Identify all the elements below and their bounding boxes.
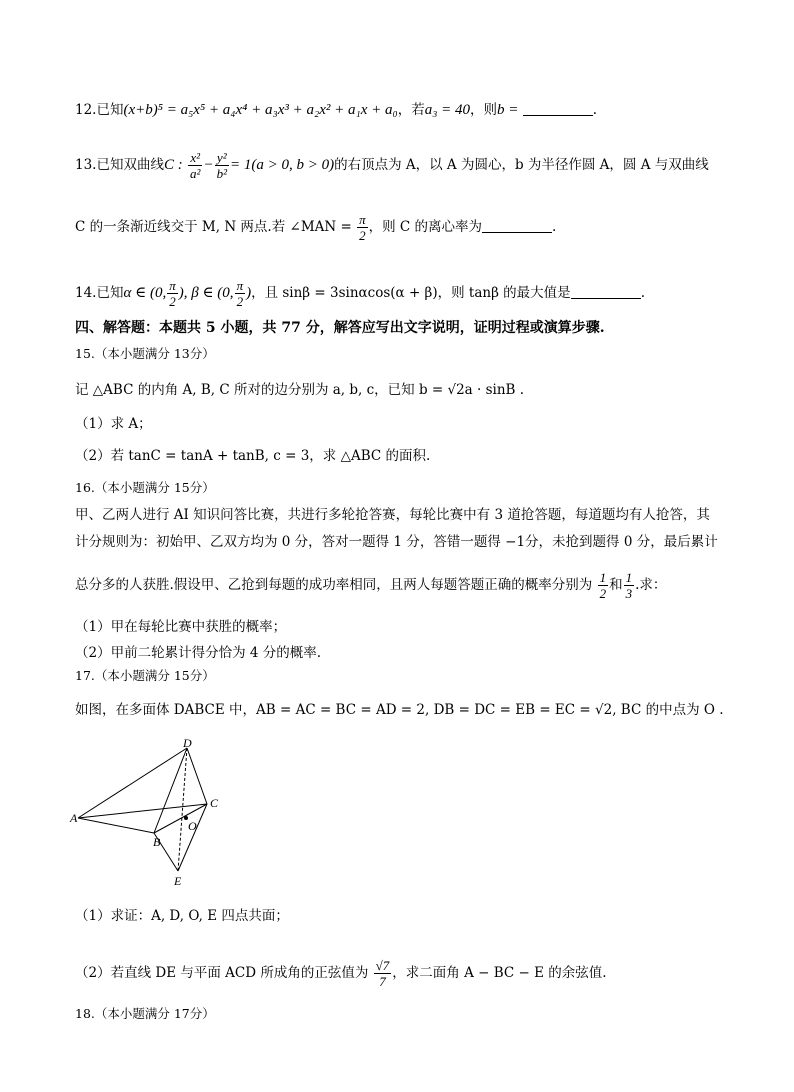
q16-part-2: （2）甲前二轮累计得分恰为 4 分的概率. (75, 645, 322, 661)
q14-line (75, 278, 645, 309)
q14-beta: ), β ∈ (0, (178, 285, 234, 301)
q16-frac-third: $\frac{1}{3}$ (625, 570, 633, 601)
q16-header: 16.（本小题满分 15分） (75, 480, 215, 495)
edge-BC (154, 804, 207, 833)
label-D: D (183, 738, 192, 750)
q15-stem: 记 △ABC 的内角 A, B, C 所对的边分别为 a, b, c，已知 b = √2a · sinB . (75, 382, 525, 398)
label-B: B (153, 835, 161, 849)
q12-condition: a₃ = 40 (424, 102, 471, 118)
q13-line-1 (75, 150, 709, 181)
q16-line3-a: 总分多的人获胜.假设甲、乙抢到每题的成功率相同，且两人每题答题正确的概率分别为 (75, 577, 593, 593)
q12-end: . (592, 102, 598, 118)
q18-header: 18.（本小题满分 17分） (75, 1006, 215, 1021)
q13-equation: = 1(a > 0, b > 0) (229, 157, 335, 173)
q16-part-1: （1）甲在每轮比赛中获胜的概率； (75, 619, 287, 635)
edge-DC (187, 748, 207, 804)
q17-sine-frac: $\frac{√7}{7}$ (375, 958, 390, 989)
q17-stem: 如图，在多面体 DABCE 中，AB = AC = BC = AD = 2, DB = DC = EB = EC = √2, BC 的中点为 O . (75, 702, 724, 718)
q16-line-2: 计分规则为：初始甲、乙双方均为 0 分，答对一题得 1 分，答错一题得 −1分，未抢到题得 0 分，最后累计 (75, 534, 718, 550)
q12-ask: ，则 (470, 102, 498, 118)
q13-minus: − (203, 157, 214, 173)
q12-expression: (x+b)⁵ = a₅x⁵ + a₄x⁴ + a₃x³ + a₂x² + a₁x + a₀ (123, 102, 398, 118)
q16-and: 和 (609, 577, 623, 593)
q12-variable: b = (497, 102, 519, 118)
q12-prefix: 12.已知 (75, 102, 124, 118)
q15-header: 15.（本小题满分 13分） (75, 346, 215, 361)
q15-part-1: （1）求 A； (75, 416, 152, 432)
q14-close: ) (246, 285, 252, 301)
q16-line-3 (75, 570, 666, 601)
q13-frac-x: $\frac{\text{x²}}{\text{a²}}$ (190, 150, 201, 181)
q16-line-1: 甲、乙两人进行 AI 知识问答比赛，共进行多轮抢答赛，每轮比赛中有 3 道抢答题，每道题均有人抢答，其 (75, 507, 710, 523)
q13-line-2 (75, 212, 556, 243)
edge-AB (78, 818, 154, 833)
q13-curve-label: C : (163, 157, 183, 173)
q14-end: . (640, 285, 645, 301)
q13-line2-b: ，则 C 的离心率为 (368, 219, 483, 235)
label-A: A (70, 811, 78, 825)
q12-mid: ，若 (397, 102, 425, 118)
q13-line2-a: C 的一条渐近线交于 M, N 两点.若 ∠MAN = (75, 219, 352, 235)
q14-prefix: 14.已知 (75, 285, 124, 301)
q17-part2-a: （2）若直线 DE 与平面 ACD 所成角的正弦值为 (75, 965, 369, 981)
q12-answer-blank[interactable] (523, 101, 593, 116)
label-E: E (174, 874, 182, 888)
q16-line3-b: .求： (635, 577, 667, 593)
q13-angle-frac: $\frac{\pi}{2}$ (359, 212, 366, 243)
label-C: C (210, 796, 219, 810)
q14-text: ，且 sinβ = 3sinαcos(α + β)，则 tanβ 的最大值是 (251, 285, 571, 301)
q13-frac-y: $\frac{\text{y²}}{\text{b²}}$ (216, 150, 227, 181)
q17-part2-b: ，求二面角 A − BC − E 的余弦值. (392, 965, 607, 981)
q14-alpha: α ∈ (0, (123, 285, 167, 301)
q13-prefix: 13.已知双曲线 (75, 157, 164, 173)
q13-end: . (552, 219, 557, 235)
q13-answer-blank[interactable] (482, 218, 552, 233)
q17-header: 17.（本小题满分 15分） (75, 668, 215, 683)
q16-frac-half: $\frac{1}{2}$ (599, 570, 607, 601)
q15-part-2: （2）若 tanC = tanA + tanB, c = 3，求 △ABC 的面积. (75, 448, 431, 464)
q12-line (75, 100, 597, 120)
q14-answer-blank[interactable] (571, 284, 641, 299)
label-O: O (188, 819, 197, 833)
q13-text: 的右顶点为 A，以 A 为圆心，b 为半径作圆 A，圆 A 与双曲线 (334, 157, 709, 173)
section-4-heading: 四、解答题：本题共 5 小题，共 77 分，解答应写出文字说明，证明过程或演算步骤. (75, 320, 605, 336)
q17-part-2 (75, 958, 607, 989)
polyhedron-figure (68, 738, 228, 888)
q14-frac-2: $\frac{\pi}{2}$ (236, 278, 244, 309)
q17-part-1: （1）求证：A, D, O, E 四点共面； (75, 908, 289, 924)
q14-frac-1: $\frac{\pi}{2}$ (169, 278, 176, 309)
